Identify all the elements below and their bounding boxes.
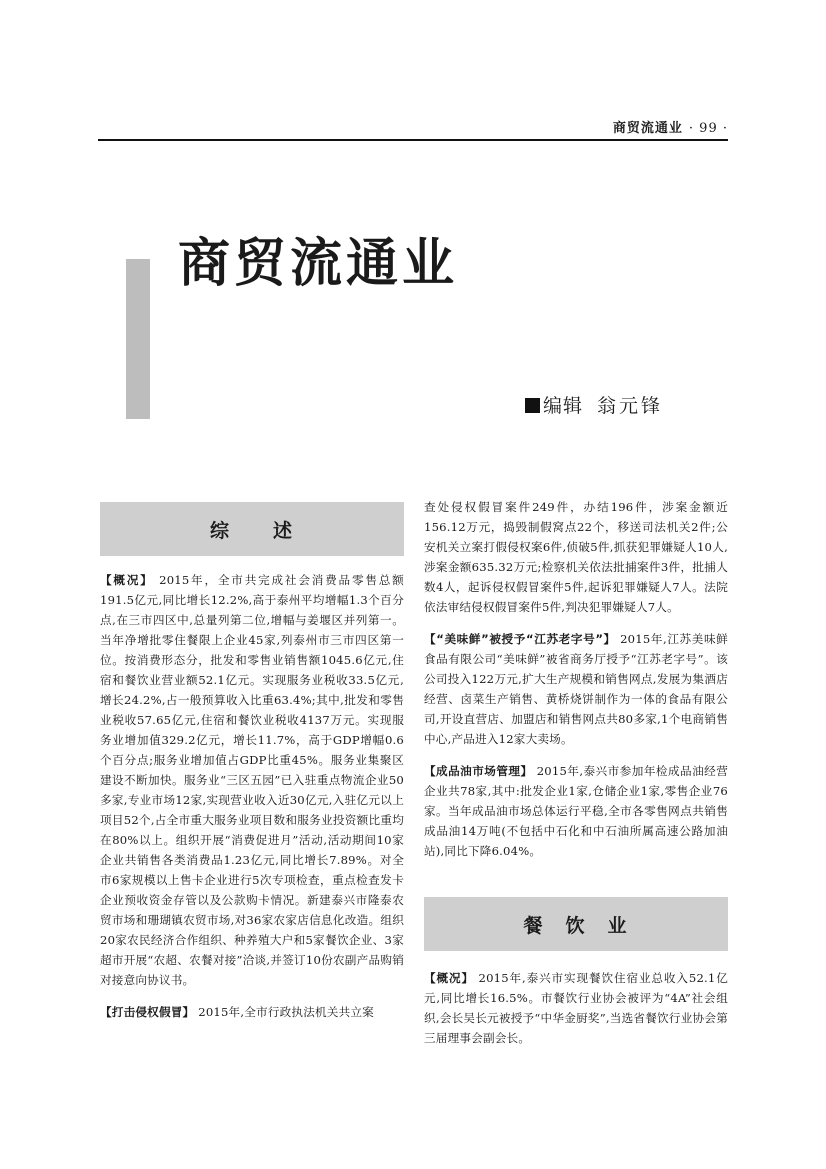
running-head xyxy=(560,117,728,136)
right-column xyxy=(424,497,728,861)
running-title: 商贸流通业 xyxy=(612,121,683,136)
paragraph-meiweixian-label: 【“美味鲜”被授予“江苏老字号”】 xyxy=(424,632,616,646)
section-heading-catering xyxy=(424,897,728,951)
chapter-title: 商贸流通业 xyxy=(178,234,459,294)
editor-name: 翁元锋 xyxy=(597,395,664,417)
paragraph-meiweixian xyxy=(424,629,728,749)
paragraph-catering-overview xyxy=(424,968,728,1048)
section-heading-catering-label: 餐 饮 业 xyxy=(523,914,629,937)
paragraph-oil-market-label: 【成品油市场管理】 xyxy=(424,764,533,778)
chapter-side-bar xyxy=(126,259,150,419)
paragraph-anti-counterfeit xyxy=(100,1002,404,1022)
header-rule xyxy=(98,139,728,141)
section-heading-overview-label: 综 述 xyxy=(209,519,294,542)
left-column xyxy=(100,570,404,1022)
paragraph-catering-overview-text: 2015年,泰兴市实现餐饮住宿业总收入52.1亿元,同比增长16.5%。市餐饮行业协会被评为“4A”社会组织,会长吴长元被授予“中华金厨奖”,当选省餐饮行业协会第三届理事会副会长。 xyxy=(424,971,728,1045)
paragraph-overview xyxy=(100,570,404,990)
paragraph-oil-market-text: 2015年,泰兴市参加年检成品油经营企业共78家,其中:批发企业1家,仓储企业1家,零售企业76家。当年成品油市场总体运行平稳,全市各零售网点共销售成品油14万吨(不包括中石化和中石油所属高速公路加油站),同比下降6.04%。 xyxy=(424,764,728,858)
paragraph-anti-counterfeit-text: 2015年,全市行政执法机关共立案 xyxy=(194,1005,374,1019)
paragraph-anti-counterfeit-label: 【打击侵权假冒】 xyxy=(100,1005,195,1019)
paragraph-overview-text: 2015年，全市共完成社会消费品零售总额191.5亿元,同比增长12.2%,高于泰州平均增幅1.3个百分点,在三市四区中,总量列第二位,增幅与姜堰区并列第一。当年净增批零住餐限上企业45家,列泰州市三市四区第一位。按消费形态分，批发和零售业销售额1045.6亿元,住宿和餐饮业营业额52.1亿元。实现服务业税收33.5亿元,增长24.2%,占一般预算收入比重63.4%;其中,批发和零售业税收57.65亿元,住宿和餐饮业税收4137万元。实现服务业增加值329.2亿元，增长11.7%，高于GDP增幅0.6个百分点;服务业增加值占GDP比重45%。服务业集聚区建设不断加快。服务业“三区五园”已入驻重点物流企业50多家,专业市场12家,实现营业收入近30亿元,入驻亿元以上项目52个,占全市重大服务业项目数和服务业投资额比重均在80%以上。组织开展“消费促进月”活动,活动期间10家企业共销售各类消费品1.23亿元,同比增长7.89%。对全市6家规模以上售卡企业进行5次专项检查，重点检查发卡企业预收资金存管以及公款购卡情况。新建泰兴市隆泰农贸市场和珊瑚镇农贸市场,对36家农家店信息化改造。组织20家农民经济合作组织、种养殖大户和5家餐饮企业、3家超市开展“农超、农餐对接”洽谈,并签订10份农副产品购销对接意向协议书。 xyxy=(100,573,404,987)
paragraph-meiweixian-text: 2015年,江苏美味鲜食品有限公司“美味鲜”被省商务厅授予“江苏老字号”。该公司投入122万元,扩大生产规模和销售网点,发展为集酒店经营、卤菜生产销售、黄桥烧饼制作为一体的食品有限公司,开设直营店、加盟店和销售网点共80多家,1个电商销售中心,产品进入12家大卖场。 xyxy=(424,632,728,746)
paragraph-oil-market xyxy=(424,761,728,861)
square-bullet-icon xyxy=(525,398,540,413)
editor-label: 编辑 xyxy=(543,395,584,417)
paragraph-overview-label: 【概况】 xyxy=(100,573,154,587)
section-heading-overview xyxy=(100,502,404,556)
page-number: · 99 · xyxy=(688,121,728,136)
editor-credit xyxy=(525,391,663,418)
paragraph-anti-counterfeit-cont: 查处侵权假冒案件249件，办结196件，涉案金额近156.12万元，捣毁制假窝点22个，移送司法机关2件;公安机关立案打假侵权案6件,侦破5件,抓获犯罪嫌疑人10人,涉案金额635.32万元;检察机关依法批捕案件3件，批捕人数4人，起诉侵权假冒案件5件,起诉犯罪嫌疑人7人。法院依法审结侵权假冒案件5件,判决犯罪嫌疑人7人。 xyxy=(424,500,728,614)
paragraph-catering-overview-label: 【概况】 xyxy=(424,971,474,985)
right-column-catering xyxy=(424,968,728,1048)
